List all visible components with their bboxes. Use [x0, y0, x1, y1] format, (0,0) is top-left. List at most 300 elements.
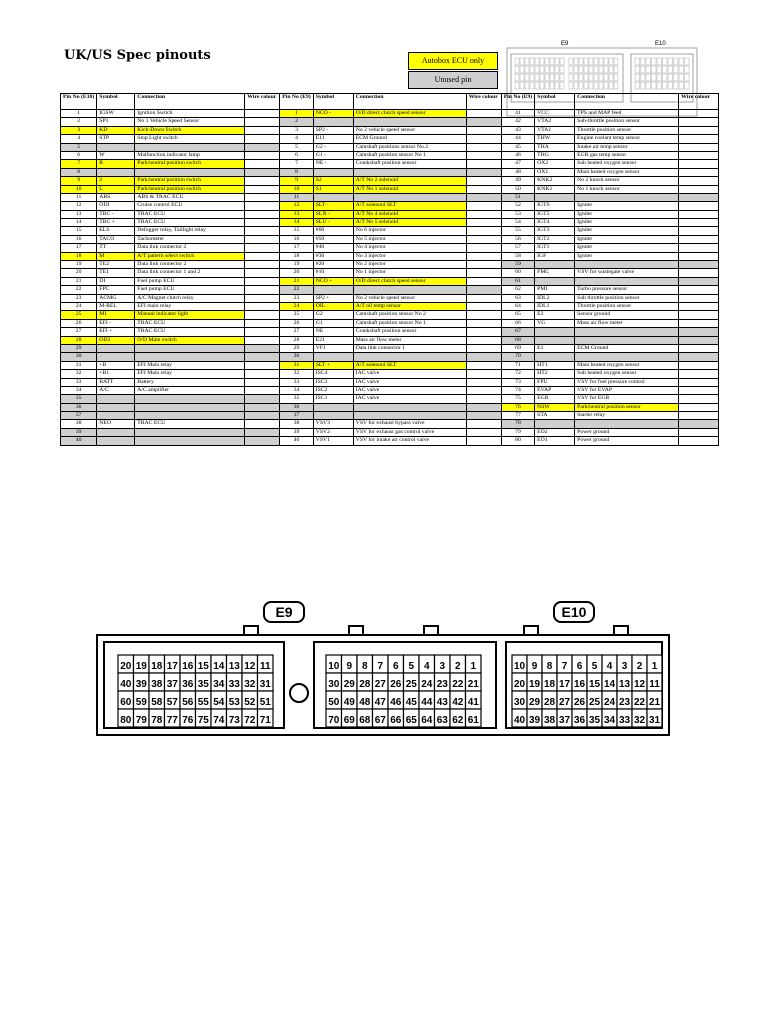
pin-connection [575, 328, 679, 336]
svg-text:80: 80 [120, 715, 132, 726]
table-row [61, 193, 719, 201]
pin-symbol: MI [97, 311, 135, 319]
svg-text:5: 5 [408, 661, 415, 672]
pin-symbol [97, 395, 135, 403]
wire-colour [679, 244, 719, 252]
pin-connection: Engine coolant temp sensor [575, 135, 679, 143]
svg-text:79: 79 [135, 715, 147, 726]
e9-pin-right [419, 655, 435, 673]
svg-text:55: 55 [197, 697, 209, 708]
e9-pin-left [258, 709, 274, 727]
svg-text:25: 25 [405, 679, 417, 690]
svg-text:9: 9 [531, 661, 538, 672]
pin-number: 1 [280, 110, 313, 118]
col-pin-e9: Pin No (E9) [280, 94, 313, 110]
table-row [61, 378, 719, 386]
pin-number: 65 [501, 311, 534, 319]
e10-pin [527, 691, 542, 709]
e10-pin [587, 709, 602, 727]
pin-number: 39 [61, 428, 97, 436]
svg-text:3: 3 [439, 661, 446, 672]
pin-number: 33 [61, 378, 97, 386]
e9-pin-left [118, 691, 134, 709]
pin-symbol: THW [535, 135, 575, 143]
wire-colour [466, 336, 501, 344]
wire-colour [466, 328, 501, 336]
pin-symbol: G2 [313, 311, 353, 319]
e9-pin-left [180, 655, 196, 673]
wire-colour [466, 428, 501, 436]
e10-pin [542, 709, 557, 727]
pin-number: 59 [501, 261, 534, 269]
e10-pin [557, 673, 572, 691]
e9-pin-left [227, 673, 243, 691]
svg-text:43: 43 [436, 697, 448, 708]
pin-symbol: FPU [535, 378, 575, 386]
pin-number: 64 [501, 302, 534, 310]
pin-connection [353, 403, 466, 411]
pin-connection: Park/neutral position switch [135, 160, 245, 168]
pin-number: 26 [280, 319, 313, 327]
pin-number: 36 [280, 403, 313, 411]
svg-text:40: 40 [513, 715, 526, 726]
wire-colour [466, 395, 501, 403]
pin-number: 36 [61, 403, 97, 411]
pin-connection: IAC valve [353, 378, 466, 386]
pin-number: 26 [61, 319, 97, 327]
table-row [61, 252, 719, 260]
svg-text:57: 57 [166, 697, 178, 708]
pin-symbol [313, 118, 353, 126]
pin-symbol: NE [313, 328, 353, 336]
pin-number: 13 [61, 210, 97, 218]
wire-colour [679, 219, 719, 227]
wire-colour [679, 412, 719, 420]
svg-text:39: 39 [135, 679, 147, 690]
pin-number: 15 [280, 227, 313, 235]
pin-number: 17 [61, 244, 97, 252]
svg-text:16: 16 [573, 679, 586, 690]
e10-pin [617, 691, 632, 709]
wire-colour [245, 118, 280, 126]
svg-text:25: 25 [588, 697, 601, 708]
wire-colour [679, 403, 719, 411]
svg-text:19: 19 [135, 661, 147, 672]
pin-symbol [97, 403, 135, 411]
pin-number: 79 [501, 428, 534, 436]
pin-connection [135, 428, 245, 436]
pin-connection: TRAC ECU [135, 210, 245, 218]
svg-text:18: 18 [151, 661, 163, 672]
svg-text:37: 37 [166, 679, 178, 690]
wire-colour [466, 110, 501, 118]
wire-colour [679, 420, 719, 428]
pin-symbol: NEO [97, 420, 135, 428]
wire-colour [466, 185, 501, 193]
col-symbol: Symbol [97, 94, 135, 110]
pin-symbol [97, 437, 135, 445]
pin-number: 39 [280, 428, 313, 436]
table-row [61, 135, 719, 143]
pin-symbol: EFI - [97, 319, 135, 327]
table-row [61, 143, 719, 151]
wire-colour [466, 319, 501, 327]
table-row [61, 386, 719, 394]
svg-text:67: 67 [374, 715, 386, 726]
pin-symbol [313, 193, 353, 201]
wire-colour [245, 227, 280, 235]
svg-text:70: 70 [328, 715, 340, 726]
pin-connection: Igniter [575, 252, 679, 260]
pin-connection: TPS and MAP feed [575, 110, 679, 118]
pin-connection [353, 353, 466, 361]
pin-symbol: FMC [535, 269, 575, 277]
svg-text:58: 58 [151, 697, 163, 708]
pin-symbol: ISC2 [313, 386, 353, 394]
wire-colour [466, 235, 501, 243]
wire-colour [466, 420, 501, 428]
svg-text:33: 33 [228, 679, 240, 690]
pin-symbol: S2 [313, 177, 353, 185]
pin-number: 16 [280, 235, 313, 243]
col-pin-e9: Pin No (E9) [501, 94, 534, 110]
pin-number: 68 [501, 336, 534, 344]
e9-pin-right [342, 691, 358, 709]
svg-text:66: 66 [390, 715, 402, 726]
pin-number: 40 [280, 437, 313, 445]
pin-number: 47 [501, 160, 534, 168]
pin-symbol [535, 328, 575, 336]
pin-connection: TRAC ECU [135, 219, 245, 227]
wire-colour [245, 160, 280, 168]
wire-colour [245, 177, 280, 185]
pin-symbol: VTA2 [535, 118, 575, 126]
svg-text:76: 76 [182, 715, 194, 726]
pin-number: 10 [61, 185, 97, 193]
pin-number: 33 [280, 378, 313, 386]
svg-text:31: 31 [648, 715, 661, 726]
wire-colour [245, 135, 280, 143]
e10-pin [647, 655, 662, 673]
e9-pin-left [242, 673, 258, 691]
svg-text:69: 69 [343, 715, 355, 726]
e9-pin-left [149, 691, 165, 709]
pin-number: 57 [501, 244, 534, 252]
e9-pin-right [373, 709, 389, 727]
wire-colour [466, 286, 501, 294]
e10-pin [632, 691, 647, 709]
pin-number: 4 [280, 135, 313, 143]
pin-connection: Starter relay [575, 412, 679, 420]
pin-connection [353, 118, 466, 126]
e10-pin [572, 709, 587, 727]
col-connection: Connection [135, 94, 245, 110]
pin-connection: O/D Main switch [135, 336, 245, 344]
pin-connection: ABS & TRAC ECU [135, 193, 245, 201]
pin-connection: Igniter [575, 202, 679, 210]
pin-number: 29 [61, 344, 97, 352]
pin-connection: EFI Main relay [135, 361, 245, 369]
svg-text:22: 22 [633, 697, 646, 708]
wire-colour [679, 319, 719, 327]
pin-connection: ECM Ground [353, 135, 466, 143]
pin-number: 51 [501, 193, 534, 201]
e9-pin-right [373, 655, 389, 673]
pin-symbol [535, 277, 575, 285]
pin-symbol: IGF [535, 252, 575, 260]
pin-connection: Manual indicator light [135, 311, 245, 319]
pin-symbol [313, 403, 353, 411]
pin-connection: Data link connector 1 [353, 344, 466, 352]
pin-connection: A/T No 4 solenoid [353, 210, 466, 218]
pin-number: 67 [501, 328, 534, 336]
pin-connection: No 1 injector [353, 269, 466, 277]
svg-text:28: 28 [543, 697, 556, 708]
svg-text:56: 56 [182, 697, 194, 708]
pin-connection [135, 437, 245, 445]
pin-connection: A/T No 1 solenoid [353, 185, 466, 193]
table-row [61, 227, 719, 235]
pin-number: 11 [280, 193, 313, 201]
svg-text:29: 29 [343, 679, 355, 690]
pin-symbol: OX1 [535, 168, 575, 176]
pin-number: 27 [61, 328, 97, 336]
wire-colour [679, 261, 719, 269]
wire-colour [466, 353, 501, 361]
e9-pin-left [196, 655, 212, 673]
pin-number: 25 [280, 311, 313, 319]
table-row [61, 110, 719, 118]
svg-text:31: 31 [259, 679, 271, 690]
pin-connection: A/T solenoid SLT [353, 361, 466, 369]
table-row [61, 302, 719, 310]
svg-text:34: 34 [213, 679, 225, 690]
e9-pin-left [134, 709, 150, 727]
pinout-table [60, 93, 719, 446]
svg-text:75: 75 [197, 715, 209, 726]
table-row [61, 412, 719, 420]
e9-pin-left [211, 691, 227, 709]
pin-connection: No 2 vehicle speed sensor [353, 294, 466, 302]
wire-colour [466, 252, 501, 260]
wire-colour [466, 311, 501, 319]
svg-text:2: 2 [454, 661, 461, 672]
e9-pin-left [180, 709, 196, 727]
e10-label-box [554, 602, 594, 622]
wire-colour [679, 361, 719, 369]
e9-pin-right [373, 673, 389, 691]
pin-number: 10 [280, 185, 313, 193]
pin-connection: Igniter [575, 235, 679, 243]
e9-pin-right [326, 709, 342, 727]
svg-text:21: 21 [467, 679, 479, 690]
pin-symbol: VSV3 [313, 420, 353, 428]
svg-text:19: 19 [528, 679, 541, 690]
pin-number: 27 [280, 328, 313, 336]
wire-colour [466, 126, 501, 134]
pin-number: 35 [61, 395, 97, 403]
pin-symbol: IGT1 [535, 244, 575, 252]
pin-connection [575, 193, 679, 201]
legend-unused-pin: Unused pin [408, 71, 498, 89]
pin-connection: No 2 injector [353, 261, 466, 269]
pin-number: 48 [501, 168, 534, 176]
pin-symbol [535, 193, 575, 201]
pin-number: 44 [501, 135, 534, 143]
e9-pin-right [419, 691, 435, 709]
pin-number: 14 [280, 219, 313, 227]
pin-symbol: HT1 [535, 361, 575, 369]
pin-connection: Power ground [575, 437, 679, 445]
wire-colour [466, 302, 501, 310]
pin-connection: Data link connector 2 [135, 244, 245, 252]
pin-connection [575, 277, 679, 285]
pin-connection: O/D direct clutch speed sensor [353, 277, 466, 285]
svg-text:46: 46 [390, 697, 402, 708]
pin-connection: A/C amplifier [135, 386, 245, 394]
wire-colour [679, 370, 719, 378]
pin-symbol: ISC3 [313, 378, 353, 386]
pin-connection: Mass air flow meter [575, 319, 679, 327]
e9-pin-right [326, 691, 342, 709]
pin-connection: Intake air temp sensor [575, 143, 679, 151]
e9-pin-right [326, 655, 342, 673]
pin-number: 15 [61, 227, 97, 235]
wire-colour [245, 202, 280, 210]
e9-pin-left [258, 691, 274, 709]
pin-connection [353, 193, 466, 201]
svg-text:26: 26 [573, 697, 586, 708]
pin-connection: Fuel pump ECU [135, 286, 245, 294]
wire-colour [679, 269, 719, 277]
table-row [61, 261, 719, 269]
pin-number: 6 [61, 151, 97, 159]
pin-number: 37 [280, 412, 313, 420]
wire-colour [245, 269, 280, 277]
e10-pin [647, 673, 662, 691]
pin-symbol: KNK1 [535, 185, 575, 193]
e10-pin [602, 709, 617, 727]
svg-text:38: 38 [543, 715, 556, 726]
pin-number: 1 [61, 110, 97, 118]
svg-text:71: 71 [259, 715, 271, 726]
pin-symbol: M [97, 252, 135, 260]
wire-colour [466, 437, 501, 445]
svg-text:6: 6 [576, 661, 583, 672]
e10-pin [632, 655, 647, 673]
pin-symbol: E21 [313, 336, 353, 344]
wire-colour [466, 361, 501, 369]
pin-symbol: SLT - [313, 202, 353, 210]
e9-pin-right [388, 691, 404, 709]
pin-symbol: HT2 [535, 370, 575, 378]
table-row [61, 437, 719, 445]
e10-pin [617, 709, 632, 727]
svg-text:77: 77 [166, 715, 178, 726]
pin-connection: A/T oil temp sensor [353, 302, 466, 310]
svg-text:17: 17 [558, 679, 571, 690]
svg-text:62: 62 [452, 715, 464, 726]
svg-text:60: 60 [120, 697, 132, 708]
e9-pin-left [211, 673, 227, 691]
table-row [61, 353, 719, 361]
e9-pin-left [196, 673, 212, 691]
pin-number: 78 [501, 420, 534, 428]
e10-pin [647, 709, 662, 727]
pin-connection [575, 336, 679, 344]
e9-pin-right [419, 709, 435, 727]
pin-number: 28 [280, 336, 313, 344]
pin-connection: Park/neutral position switch [135, 185, 245, 193]
pin-symbol: G1 [313, 319, 353, 327]
pin-number: 56 [501, 235, 534, 243]
pin-number: 63 [501, 294, 534, 302]
pin-connection: Malfunction indicator lamp [135, 151, 245, 159]
wire-colour [679, 328, 719, 336]
pin-symbol: PMI [535, 286, 575, 294]
wire-colour [245, 210, 280, 218]
svg-text:35: 35 [588, 715, 601, 726]
pin-number: 45 [501, 143, 534, 151]
pin-symbol: M-REL [97, 302, 135, 310]
wire-colour [466, 344, 501, 352]
e9-pin-left [165, 673, 181, 691]
pin-symbol: IGT2 [535, 235, 575, 243]
pin-symbol: A/C [97, 386, 135, 394]
pin-connection: EFI Main relay [135, 370, 245, 378]
wire-colour [466, 370, 501, 378]
wire-colour [245, 336, 280, 344]
pin-symbol: OD2 [97, 336, 135, 344]
pin-connection: Tachometer [135, 235, 245, 243]
pin-number: 37 [61, 412, 97, 420]
wire-colour [679, 193, 719, 201]
svg-text:9: 9 [346, 661, 353, 672]
e9-pin-left [165, 691, 181, 709]
pin-connection: Igniter [575, 244, 679, 252]
pin-number: 7 [61, 160, 97, 168]
wire-colour [466, 219, 501, 227]
svg-text:11: 11 [649, 679, 660, 690]
svg-text:10: 10 [513, 661, 526, 672]
svg-text:78: 78 [151, 715, 163, 726]
pin-connection: Mass air flow meter [353, 336, 466, 344]
pin-connection [353, 286, 466, 294]
pin-symbol: IGT6 [535, 202, 575, 210]
pin-symbol [313, 353, 353, 361]
svg-text:15: 15 [588, 679, 601, 690]
wire-colour [679, 160, 719, 168]
wire-colour [679, 168, 719, 176]
pin-connection: A/C Magnet clutch relay [135, 294, 245, 302]
pin-number: 2 [61, 118, 97, 126]
pin-connection [135, 168, 245, 176]
pin-connection: TRAC ECU [135, 319, 245, 327]
e10-pin [602, 655, 617, 673]
table-row [61, 151, 719, 159]
svg-text:15: 15 [197, 661, 209, 672]
e9-pin-left [149, 673, 165, 691]
wire-colour [245, 386, 280, 394]
wire-colour [466, 386, 501, 394]
pin-number: 5 [61, 143, 97, 151]
pin-number: 70 [501, 353, 534, 361]
pin-symbol [97, 353, 135, 361]
e9-pin-left [211, 709, 227, 727]
pin-number: 71 [501, 361, 534, 369]
pin-symbol: TACO [97, 235, 135, 243]
mini-e10-label: E10 [655, 41, 666, 47]
